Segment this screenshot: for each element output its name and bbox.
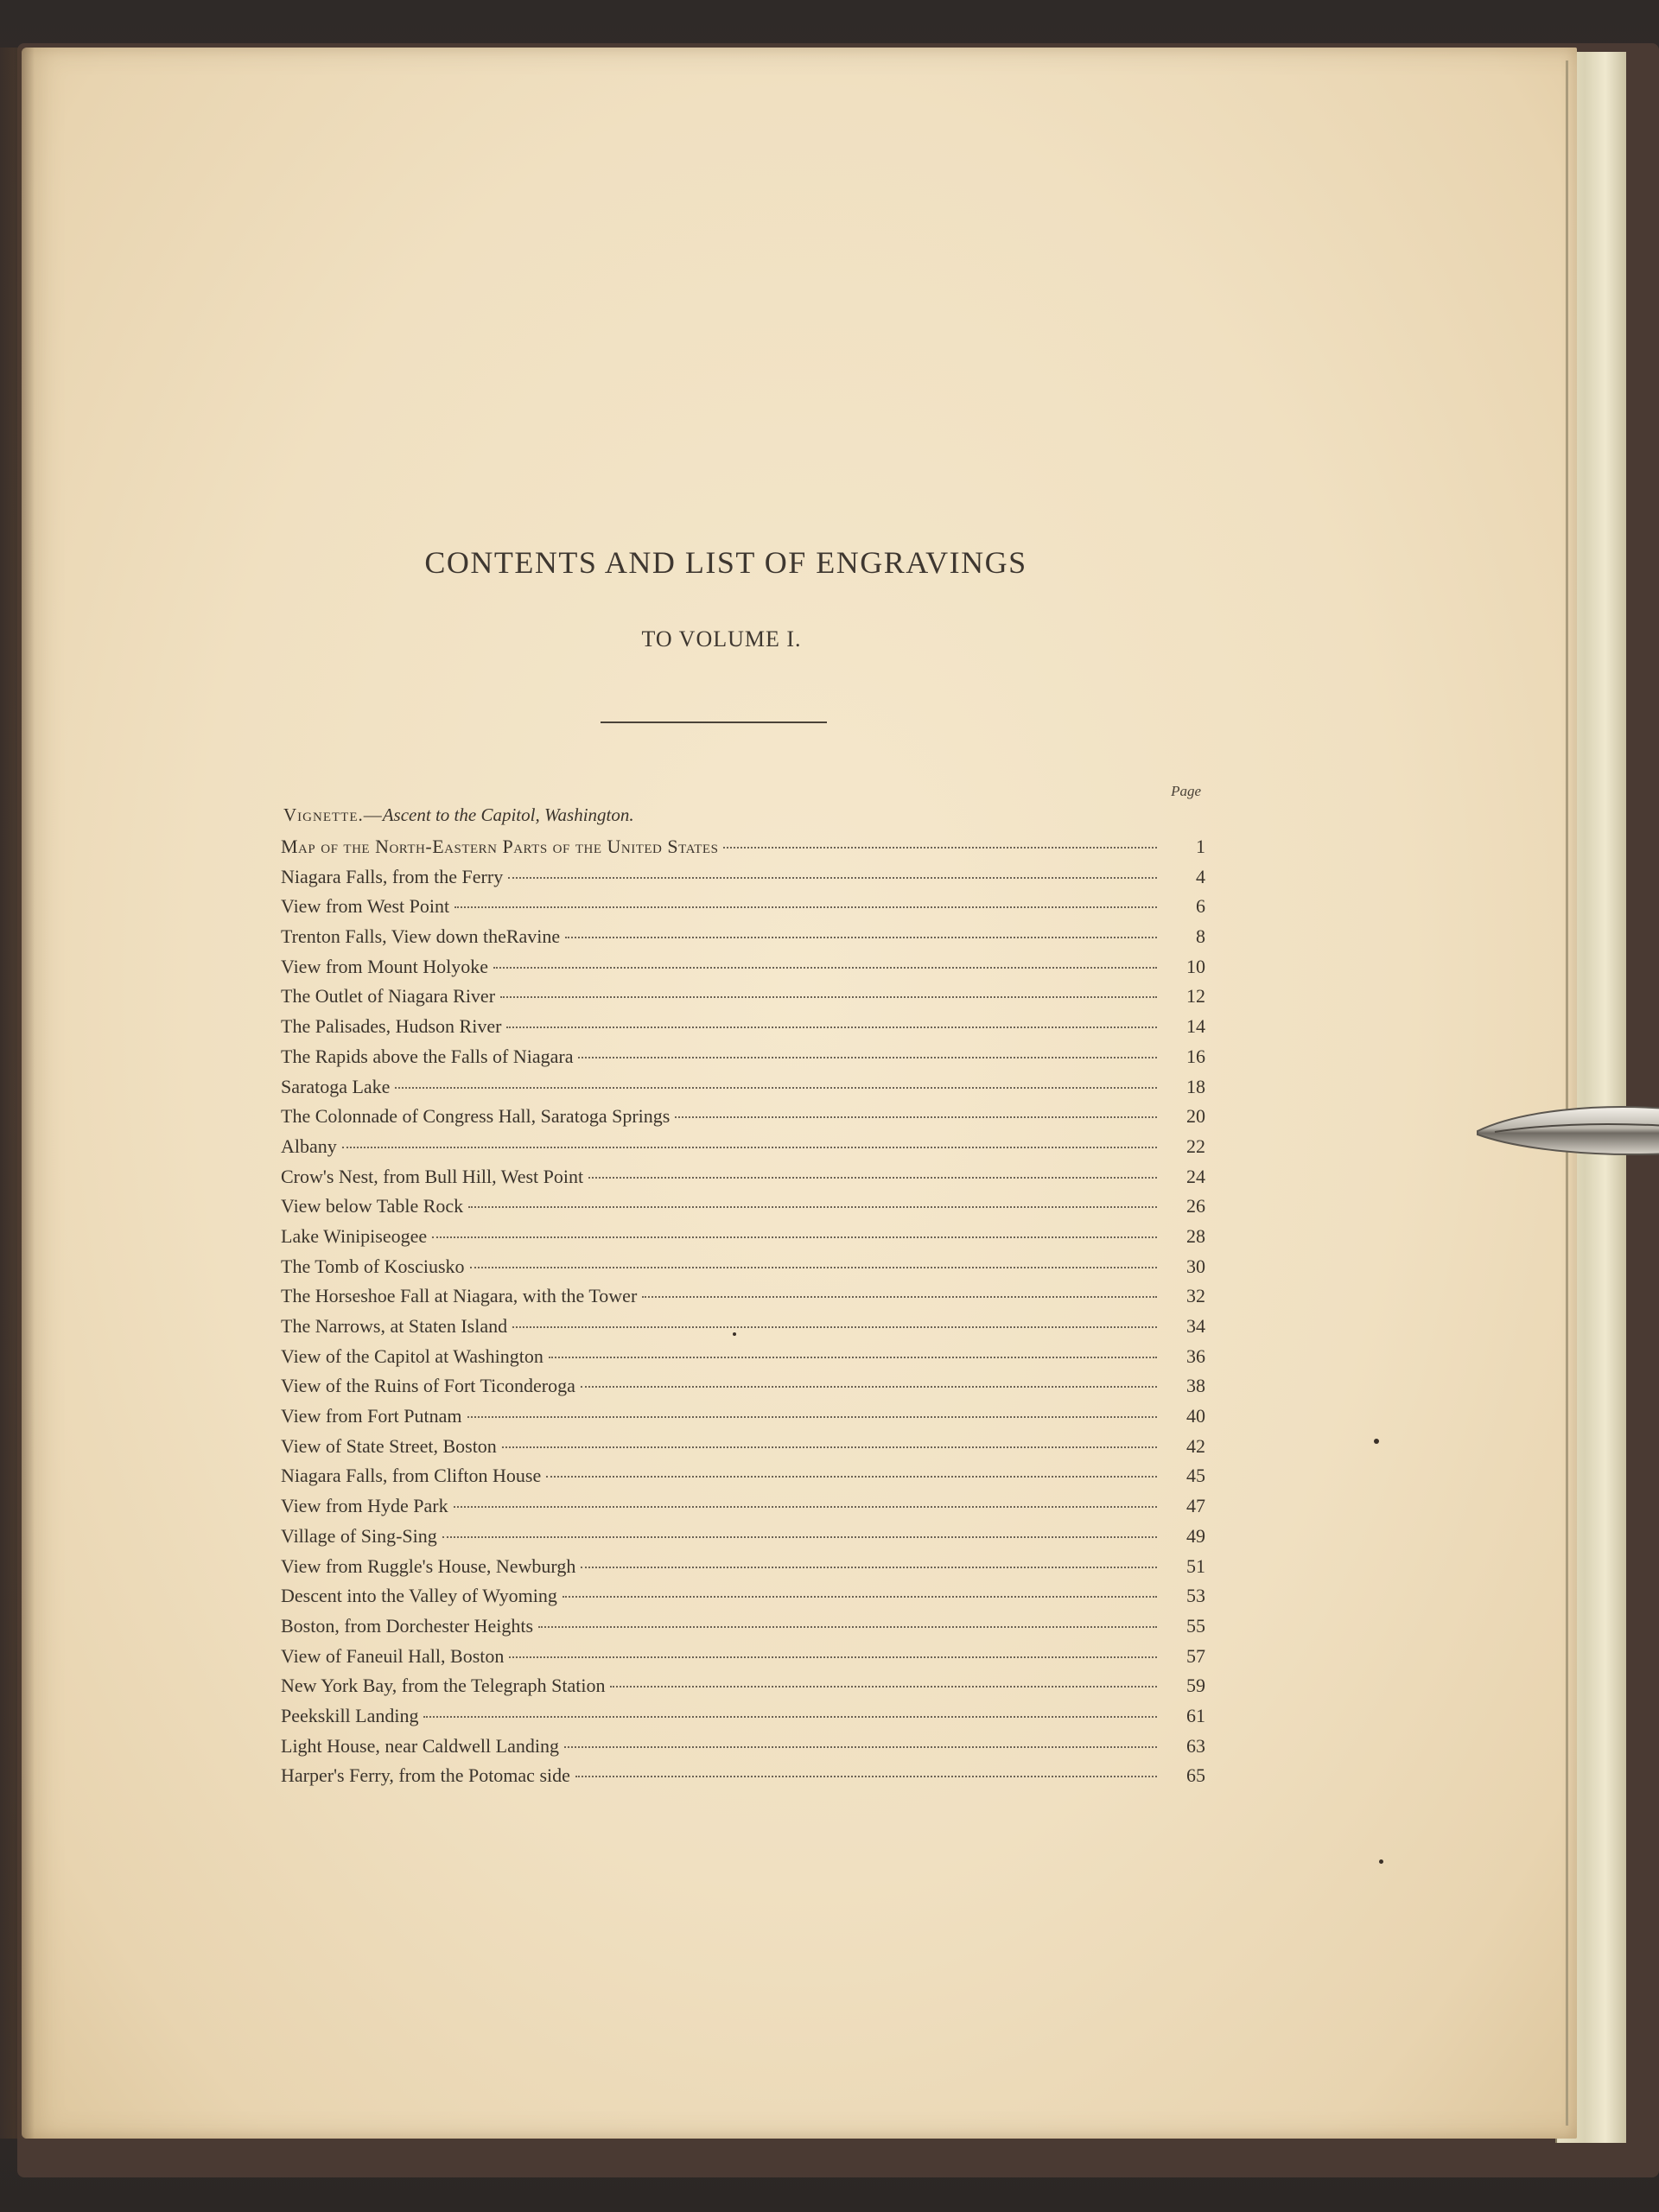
entry-page-number: 55 <box>1186 1614 1205 1637</box>
leader-dots <box>578 1057 1157 1058</box>
entry-title: The Colonnade of Congress Hall, Saratoga Springs <box>281 1105 671 1128</box>
entry-page-number: 63 <box>1186 1734 1205 1757</box>
entry-page-number: 24 <box>1186 1165 1205 1187</box>
entry-page-number: 51 <box>1186 1554 1205 1577</box>
contents-page <box>22 48 1577 2139</box>
contents-entry <box>281 836 1205 866</box>
entry-page-number: 38 <box>1186 1375 1205 1397</box>
entry-page-number: 6 <box>1196 895 1205 918</box>
entry-title: View of the Ruins of Fort Ticonderoga <box>281 1375 575 1397</box>
entry-page-number: 22 <box>1186 1135 1205 1157</box>
contents-entry <box>281 956 1205 986</box>
entry-title: Niagara Falls, from Clifton House <box>281 1465 542 1487</box>
letter-opener-icon <box>1469 1093 1659 1171</box>
entry-page-number: 53 <box>1186 1585 1205 1607</box>
entry-title: Boston, from Dorchester Heights <box>281 1614 534 1637</box>
leader-dots <box>493 967 1157 969</box>
entry-title: Village of Sing-Sing <box>281 1524 437 1547</box>
entry-title: View from Hyde Park <box>281 1495 448 1517</box>
entry-title: Niagara Falls, from the Ferry <box>281 865 504 887</box>
entry-page-number: 36 <box>1186 1344 1205 1367</box>
entry-title: View of Faneuil Hall, Boston <box>281 1644 505 1667</box>
leader-dots <box>588 1177 1157 1179</box>
leader-dots <box>342 1147 1157 1148</box>
entry-title: View from Ruggle's House, Newburgh <box>281 1554 576 1577</box>
entry-page-number: 34 <box>1186 1315 1205 1337</box>
contents-entry <box>281 1735 1205 1765</box>
vignette-line <box>283 804 634 826</box>
entry-title: Saratoga Lake <box>281 1075 391 1097</box>
entry-page-number: 47 <box>1186 1495 1205 1517</box>
entry-page-number: 14 <box>1186 1015 1205 1038</box>
spine-shadow <box>0 48 35 2139</box>
entry-title: Lake Winipiseogee <box>281 1224 428 1247</box>
contents-entry <box>281 1285 1205 1315</box>
contents-entry <box>281 1555 1205 1586</box>
contents-entry <box>281 1255 1205 1286</box>
entry-title: View from Mount Holyoke <box>281 955 489 977</box>
contents-entry <box>281 1315 1205 1345</box>
entry-title: View of State Street, Boston <box>281 1434 497 1457</box>
entry-title: Trenton Falls, View down theRavine <box>281 925 561 948</box>
paper-speck <box>733 1332 736 1336</box>
leader-dots <box>565 937 1157 938</box>
entry-title: The Narrows, at Staten Island <box>281 1315 508 1337</box>
page-title: CONTENTS AND LIST OF ENGRAVINGS <box>424 545 1027 580</box>
entry-title: View from West Point <box>281 895 450 918</box>
contents-entry <box>281 1076 1205 1106</box>
entry-title: Harper's Ferry, from the Potomac side <box>281 1764 570 1787</box>
entry-page-number: 12 <box>1186 985 1205 1007</box>
entry-title: New York Bay, from the Telegraph Station <box>281 1675 606 1697</box>
contents-entry <box>281 1195 1205 1225</box>
leader-dots <box>563 1596 1157 1598</box>
entry-page-number: 45 <box>1186 1465 1205 1487</box>
entry-page-number: 65 <box>1186 1764 1205 1787</box>
paper-speck <box>1374 1439 1379 1444</box>
contents-entry <box>281 1705 1205 1735</box>
leader-dots <box>642 1296 1157 1298</box>
entry-title: The Horseshoe Fall at Niagara, with the Tower <box>281 1285 638 1307</box>
leader-dots <box>467 1416 1158 1418</box>
leader-dots <box>442 1536 1157 1538</box>
entry-page-number: 30 <box>1186 1255 1205 1277</box>
contents-entry <box>281 895 1205 925</box>
leader-dots <box>581 1567 1157 1568</box>
entry-page-number: 40 <box>1186 1405 1205 1427</box>
entry-page-number: 8 <box>1196 925 1205 948</box>
leader-dots <box>610 1686 1157 1688</box>
entry-title: View of the Capitol at Washington <box>281 1344 543 1367</box>
contents-entry <box>281 1015 1205 1046</box>
entry-title: The Rapids above the Falls of Niagara <box>281 1045 574 1067</box>
entry-page-number: 18 <box>1186 1075 1205 1097</box>
leader-dots <box>506 1027 1157 1028</box>
contents-entry <box>281 1135 1205 1166</box>
leader-dots <box>395 1087 1157 1089</box>
contents-entry <box>281 1585 1205 1615</box>
entry-title: Albany <box>281 1135 337 1157</box>
entry-page-number: 59 <box>1186 1675 1205 1697</box>
entry-page-number: 20 <box>1186 1105 1205 1128</box>
entry-title: The Palisades, Hudson River <box>281 1015 502 1038</box>
leader-dots <box>470 1267 1157 1268</box>
contents-entry <box>281 1046 1205 1076</box>
entry-title: The Tomb of Kosciusko <box>281 1255 465 1277</box>
contents-entry <box>281 1615 1205 1645</box>
contents-entry <box>281 1764 1205 1795</box>
contents-entry <box>281 1465 1205 1495</box>
contents-entry <box>281 1105 1205 1135</box>
leader-dots <box>549 1357 1157 1358</box>
page-column-label: Page <box>1171 783 1201 799</box>
entry-title: Map of the North-Eastern Parts of the United States <box>281 836 719 857</box>
contents-entry <box>281 1345 1205 1376</box>
contents-list <box>281 836 1205 1795</box>
entry-page-number: 32 <box>1186 1285 1205 1307</box>
entry-title: View from Fort Putnam <box>281 1405 462 1427</box>
leader-dots <box>575 1776 1157 1777</box>
leader-dots <box>546 1476 1157 1478</box>
contents-entry <box>281 866 1205 896</box>
entry-page-number: 28 <box>1186 1224 1205 1247</box>
leader-dots <box>423 1716 1157 1718</box>
entry-title: View below Table Rock <box>281 1195 464 1217</box>
vignette-text: Ascent to the Capitol, Washington. <box>382 804 634 825</box>
leader-dots <box>564 1746 1157 1748</box>
leader-dots <box>723 847 1157 849</box>
entry-page-number: 61 <box>1186 1704 1205 1726</box>
entry-page-number: 10 <box>1186 955 1205 977</box>
contents-entry <box>281 1225 1205 1255</box>
entry-title: Light House, near Caldwell Landing <box>281 1734 559 1757</box>
contents-entry <box>281 985 1205 1015</box>
leader-dots <box>454 906 1157 908</box>
leader-dots <box>675 1116 1157 1118</box>
entry-page-number: 42 <box>1186 1434 1205 1457</box>
contents-entry <box>281 1525 1205 1555</box>
contents-entry <box>281 1435 1205 1465</box>
leader-dots <box>500 996 1157 998</box>
entry-page-number: 1 <box>1196 836 1205 857</box>
entry-title: Descent into the Valley of Wyoming <box>281 1585 557 1607</box>
leader-dots <box>468 1206 1157 1208</box>
contents-entry <box>281 1166 1205 1196</box>
leader-dots <box>509 1656 1157 1658</box>
entry-title: The Outlet of Niagara River <box>281 985 496 1007</box>
contents-entry <box>281 1405 1205 1435</box>
contents-entry <box>281 1375 1205 1405</box>
entry-page-number: 57 <box>1186 1644 1205 1667</box>
contents-entry <box>281 1645 1205 1675</box>
leader-dots <box>454 1506 1157 1508</box>
contents-entry <box>281 1675 1205 1705</box>
leader-dots <box>512 1326 1157 1328</box>
contents-entry <box>281 1495 1205 1525</box>
vignette-prefix: Vignette.— <box>283 804 383 825</box>
leader-dots <box>538 1626 1157 1628</box>
entry-title: Peekskill Landing <box>281 1704 419 1726</box>
page-subtitle: TO VOLUME I. <box>641 626 802 652</box>
entry-page-number: 26 <box>1186 1195 1205 1217</box>
leader-dots <box>508 877 1157 879</box>
leader-dots <box>502 1446 1157 1448</box>
entry-page-number: 49 <box>1186 1524 1205 1547</box>
entry-page-number: 16 <box>1186 1045 1205 1067</box>
entry-title: Crow's Nest, from Bull Hill, West Point <box>281 1165 584 1187</box>
entry-page-number: 4 <box>1196 865 1205 887</box>
leader-dots <box>581 1386 1157 1388</box>
paper-speck <box>1379 1859 1383 1864</box>
contents-entry <box>281 925 1205 956</box>
book-page <box>22 48 1577 2139</box>
title-rule <box>601 721 827 723</box>
leader-dots <box>432 1236 1157 1238</box>
